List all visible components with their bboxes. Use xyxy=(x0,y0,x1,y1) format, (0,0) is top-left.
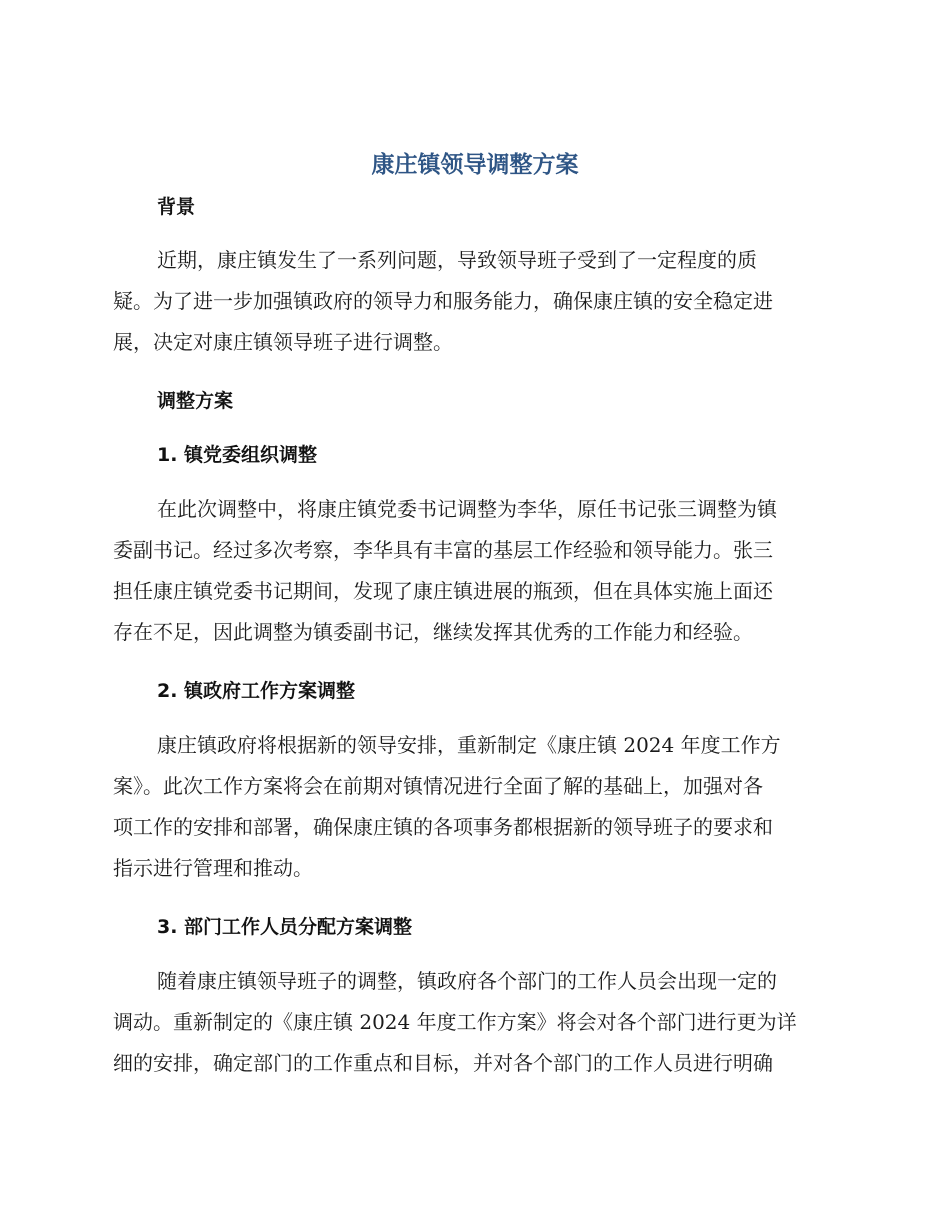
paragraph-line: 调动。重新制定的《康庄镇 2024 年度工作方案》将会对各个部门进行更为详 xyxy=(113,1010,797,1034)
paragraph-line: 存在不足，因此调整为镇委副书记，继续发挥其优秀的工作能力和经验。 xyxy=(113,620,753,644)
background-paragraph xyxy=(113,240,833,363)
section1-heading: 1. 镇党委组织调整 xyxy=(157,444,318,466)
paragraph-line: 指示进行管理和推动。 xyxy=(113,856,313,880)
paragraph-line: 案》。此次工作方案将会在前期对镇情况进行全面了解的基础上，加强对各 xyxy=(113,774,763,798)
background-heading: 背景 xyxy=(157,196,196,218)
paragraph-line: 细的安排，确定部门的工作重点和目标，并对各个部门的工作人员进行明确 xyxy=(113,1051,773,1075)
paragraph-line: 随着康庄镇领导班子的调整，镇政府各个部门的工作人员会出现一定的 xyxy=(157,969,777,993)
paragraph-line: 疑。为了进一步加强镇政府的领导力和服务能力，确保康庄镇的安全稳定进 xyxy=(113,289,773,313)
section3-heading: 3. 部门工作人员分配方案调整 xyxy=(157,916,413,938)
paragraph-line: 展，决定对康庄镇领导班子进行调整。 xyxy=(113,330,453,354)
section1-paragraph xyxy=(113,489,833,653)
plan-heading: 调整方案 xyxy=(157,390,234,412)
document-title: 康庄镇领导调整方案 xyxy=(371,152,579,178)
paragraph-line: 项工作的安排和部署，确保康庄镇的各项事务都根据新的领导班子的要求和 xyxy=(113,815,773,839)
section3-paragraph xyxy=(113,961,833,1084)
paragraph-line: 康庄镇政府将根据新的领导安排，重新制定《康庄镇 2024 年度工作方 xyxy=(157,733,781,757)
paragraph-line: 在此次调整中，将康庄镇党委书记调整为李华，原任书记张三调整为镇 xyxy=(157,497,777,521)
section2-heading: 2. 镇政府工作方案调整 xyxy=(157,680,356,702)
paragraph-line: 近期，康庄镇发生了一系列问题，导致领导班子受到了一定程度的质 xyxy=(157,248,757,272)
section2-paragraph xyxy=(113,725,833,889)
paragraph-line: 委副书记。经过多次考察，李华具有丰富的基层工作经验和领导能力。张三 xyxy=(113,538,773,562)
paragraph-line: 担任康庄镇党委书记期间，发现了康庄镇进展的瓶颈，但在具体实施上面还 xyxy=(113,579,773,603)
